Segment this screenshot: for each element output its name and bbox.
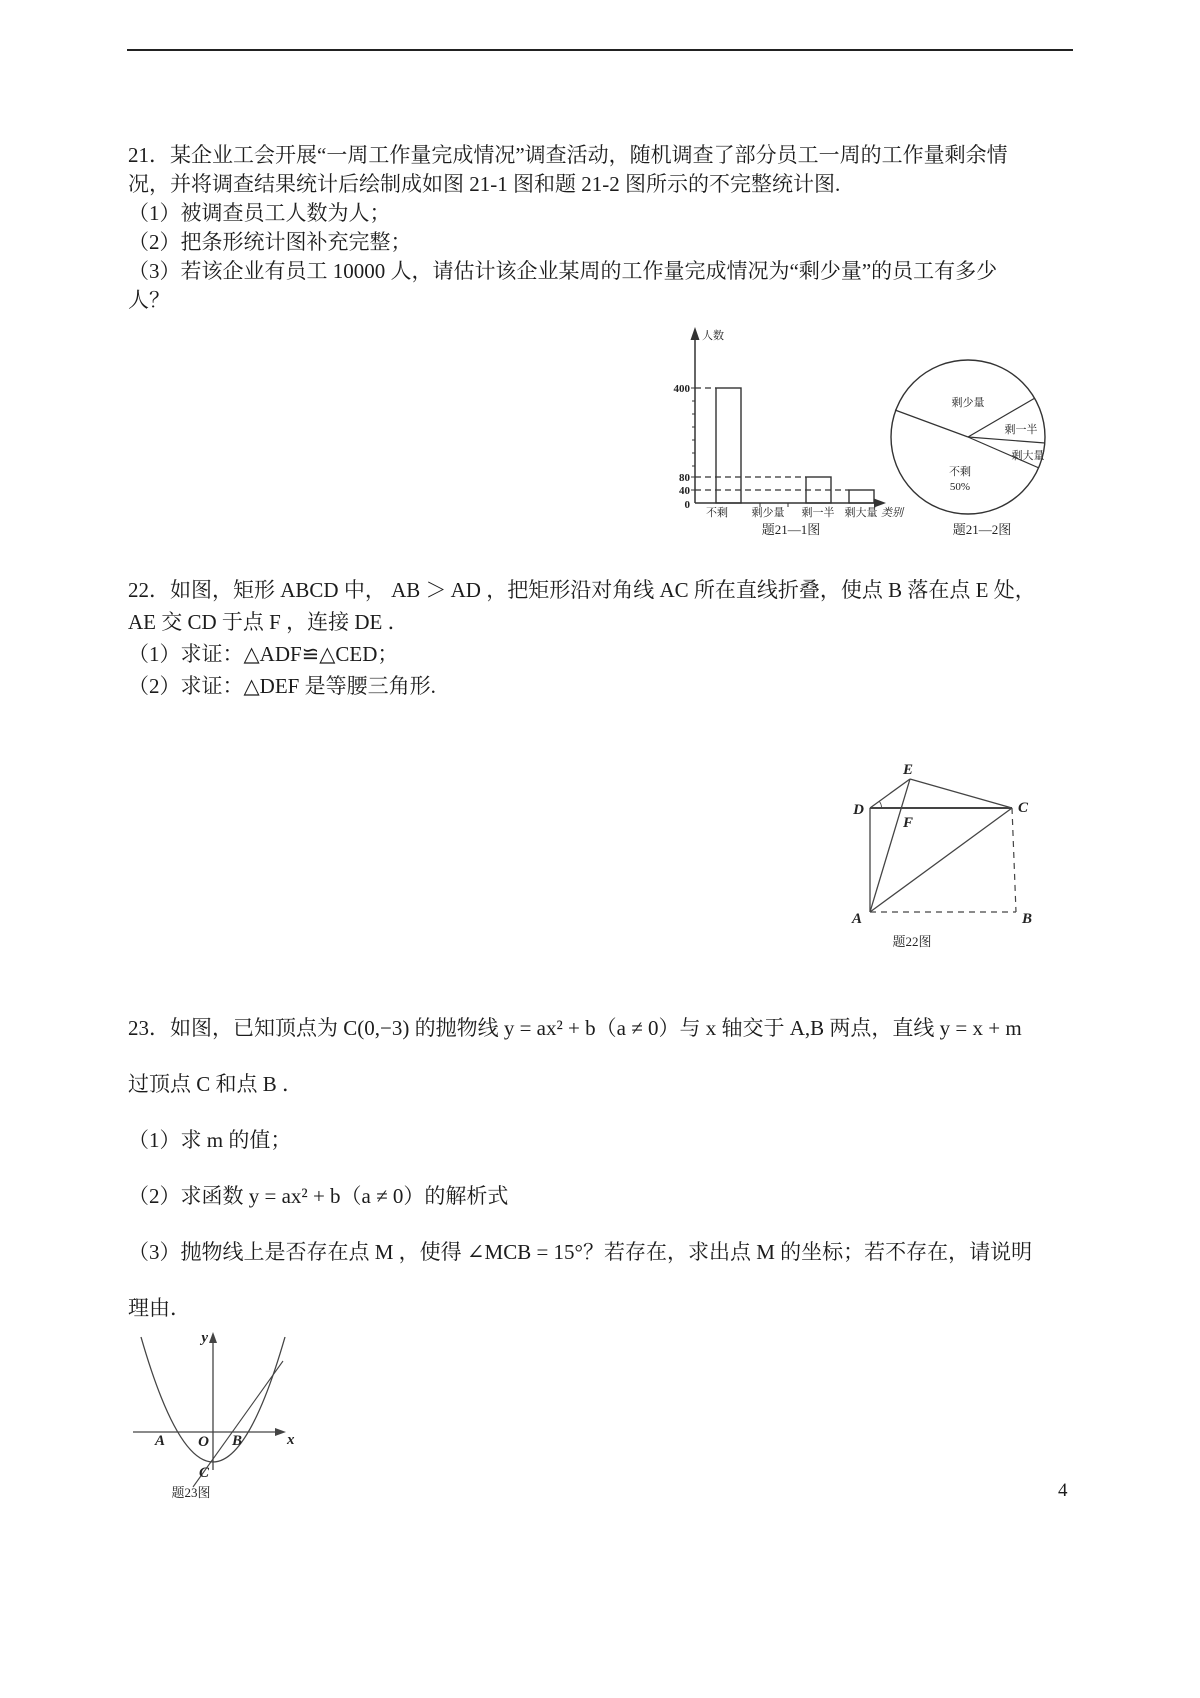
q22-point-E: E [902,762,914,778]
q23-line-3: （1）求 m 的值； [128,1128,292,1152]
q23-line-5: （3）抛物线上是否存在点 M ，使得 ∠MCB = 15°？若存在，求出点 M 的坐标；若不存在，请说明 [128,1240,1033,1264]
q23-label-x: x [287,1432,295,1448]
q23-line-2: 过顶点 C 和点 B ． [128,1072,304,1096]
q22-point-D: D [853,802,864,818]
q22-point-B: B [1022,911,1033,927]
bar-ytick-80: 80 [679,472,690,484]
q22-point-A: A [851,911,862,927]
q23-line-1: 23．如图，已知顶点为 C(0,−3) 的抛物线 y = ax² + b（a ≠ 0）与 x 轴交于 A,B 两点，直线 y = x + m [128,1016,1022,1040]
q21-line-4: （2）把条形统计图补充完整； [128,230,412,254]
bar-y-axis-arrow [691,327,700,340]
bar-shengdaliang [849,490,874,503]
q22-line-3: （1）求证：△ADF≌△CED； [128,642,399,666]
q21-charts-figure [600,318,1080,550]
q21-line-2: 况，并将调查结果统计后绘制成如图 21-1 图和题 21-2 图所示的不完整统计图. [128,172,841,196]
question-23-text [128,1000,1108,1336]
page-number: 4 [1058,1480,1068,1501]
bar-cat-shengdaliang: 剩大量 [844,507,878,519]
pie-label-busheng: 不剩 [949,466,971,478]
bar-ytick-400: 400 [673,383,690,395]
pie-label-busheng-pct: 50% [949,481,971,493]
pie-label-shengyiban: 剩一半 [1004,424,1038,436]
q23-parabola-figure [125,1325,310,1505]
bar-ytick-0: 0 [684,499,690,511]
q21-line-3: （1）被调查员工人数为人； [128,201,391,225]
question-21-text [128,141,1088,315]
q22-line-1: 22．如图，矩形 ABCD 中， AB ＞ AD ，把矩形沿对角线 AC 所在直线折叠，使点 B 落在点 E 处， [128,578,1036,602]
q23-x-axis-arrow [275,1428,286,1436]
bar-cat-busheng: 不剩 [706,507,728,519]
q23-y-axis-arrow [209,1332,217,1343]
bar-cat-shengshaoliang: 剩少量 [751,507,785,519]
q23-line-4: （2）求函数 y = ax² + b（a ≠ 0）的解析式 [128,1184,509,1208]
q21-line-6: 人？ [128,288,170,312]
q23-point-O: O [198,1434,209,1450]
q23-point-B: B [231,1433,243,1449]
q21-line-5: （3）若该企业有员工 10000 人，请估计该企业某周的工作量完成情况为“剩少量”的员工有多少 [128,259,998,283]
bar-y-axis-ticks [691,388,788,507]
q22-point-C: C [1018,800,1029,816]
bar-y-axis-label: 人数 [702,330,724,342]
q22-point-F: F [903,815,914,831]
top-rule [127,49,1073,51]
question-22-text [128,574,1088,702]
q22-line-2: AE 交 CD 于点 F ，连接 DE ． [128,610,409,634]
q22-solid-segments [870,779,1012,912]
q21-line-1: 21．某企业工会开展“一周工作量完成情况”调查活动，随机调查了部分员工一周的工作量剩余情 [128,143,1008,167]
bar-dashed-guides [695,388,849,490]
q23-line-6: 理由． [128,1296,191,1320]
q22-figure-caption: 题22图 [892,934,932,949]
bar-chart-caption: 题21—1图 [761,522,821,537]
q22-geometry-figure [820,690,1060,960]
pie-label-shengdaliang: 剩大量 [1011,450,1045,462]
bar-x-axis-label: 类别 [881,507,903,519]
q22-line-4: （2）求证：△DEF 是等腰三角形. [128,674,436,698]
pie-chart-caption: 题21—2图 [952,522,1012,537]
bar-busheng [716,388,741,503]
q23-figure-caption: 题23图 [171,1485,211,1500]
bar-cat-shengyiban: 剩一半 [801,507,835,519]
bar-ytick-40: 40 [679,485,690,497]
q23-point-A: A [154,1433,166,1449]
q23-label-y: y [201,1330,208,1346]
q23-point-C: C [198,1465,210,1481]
pie-label-shengshaoliang: 剩少量 [951,397,985,409]
